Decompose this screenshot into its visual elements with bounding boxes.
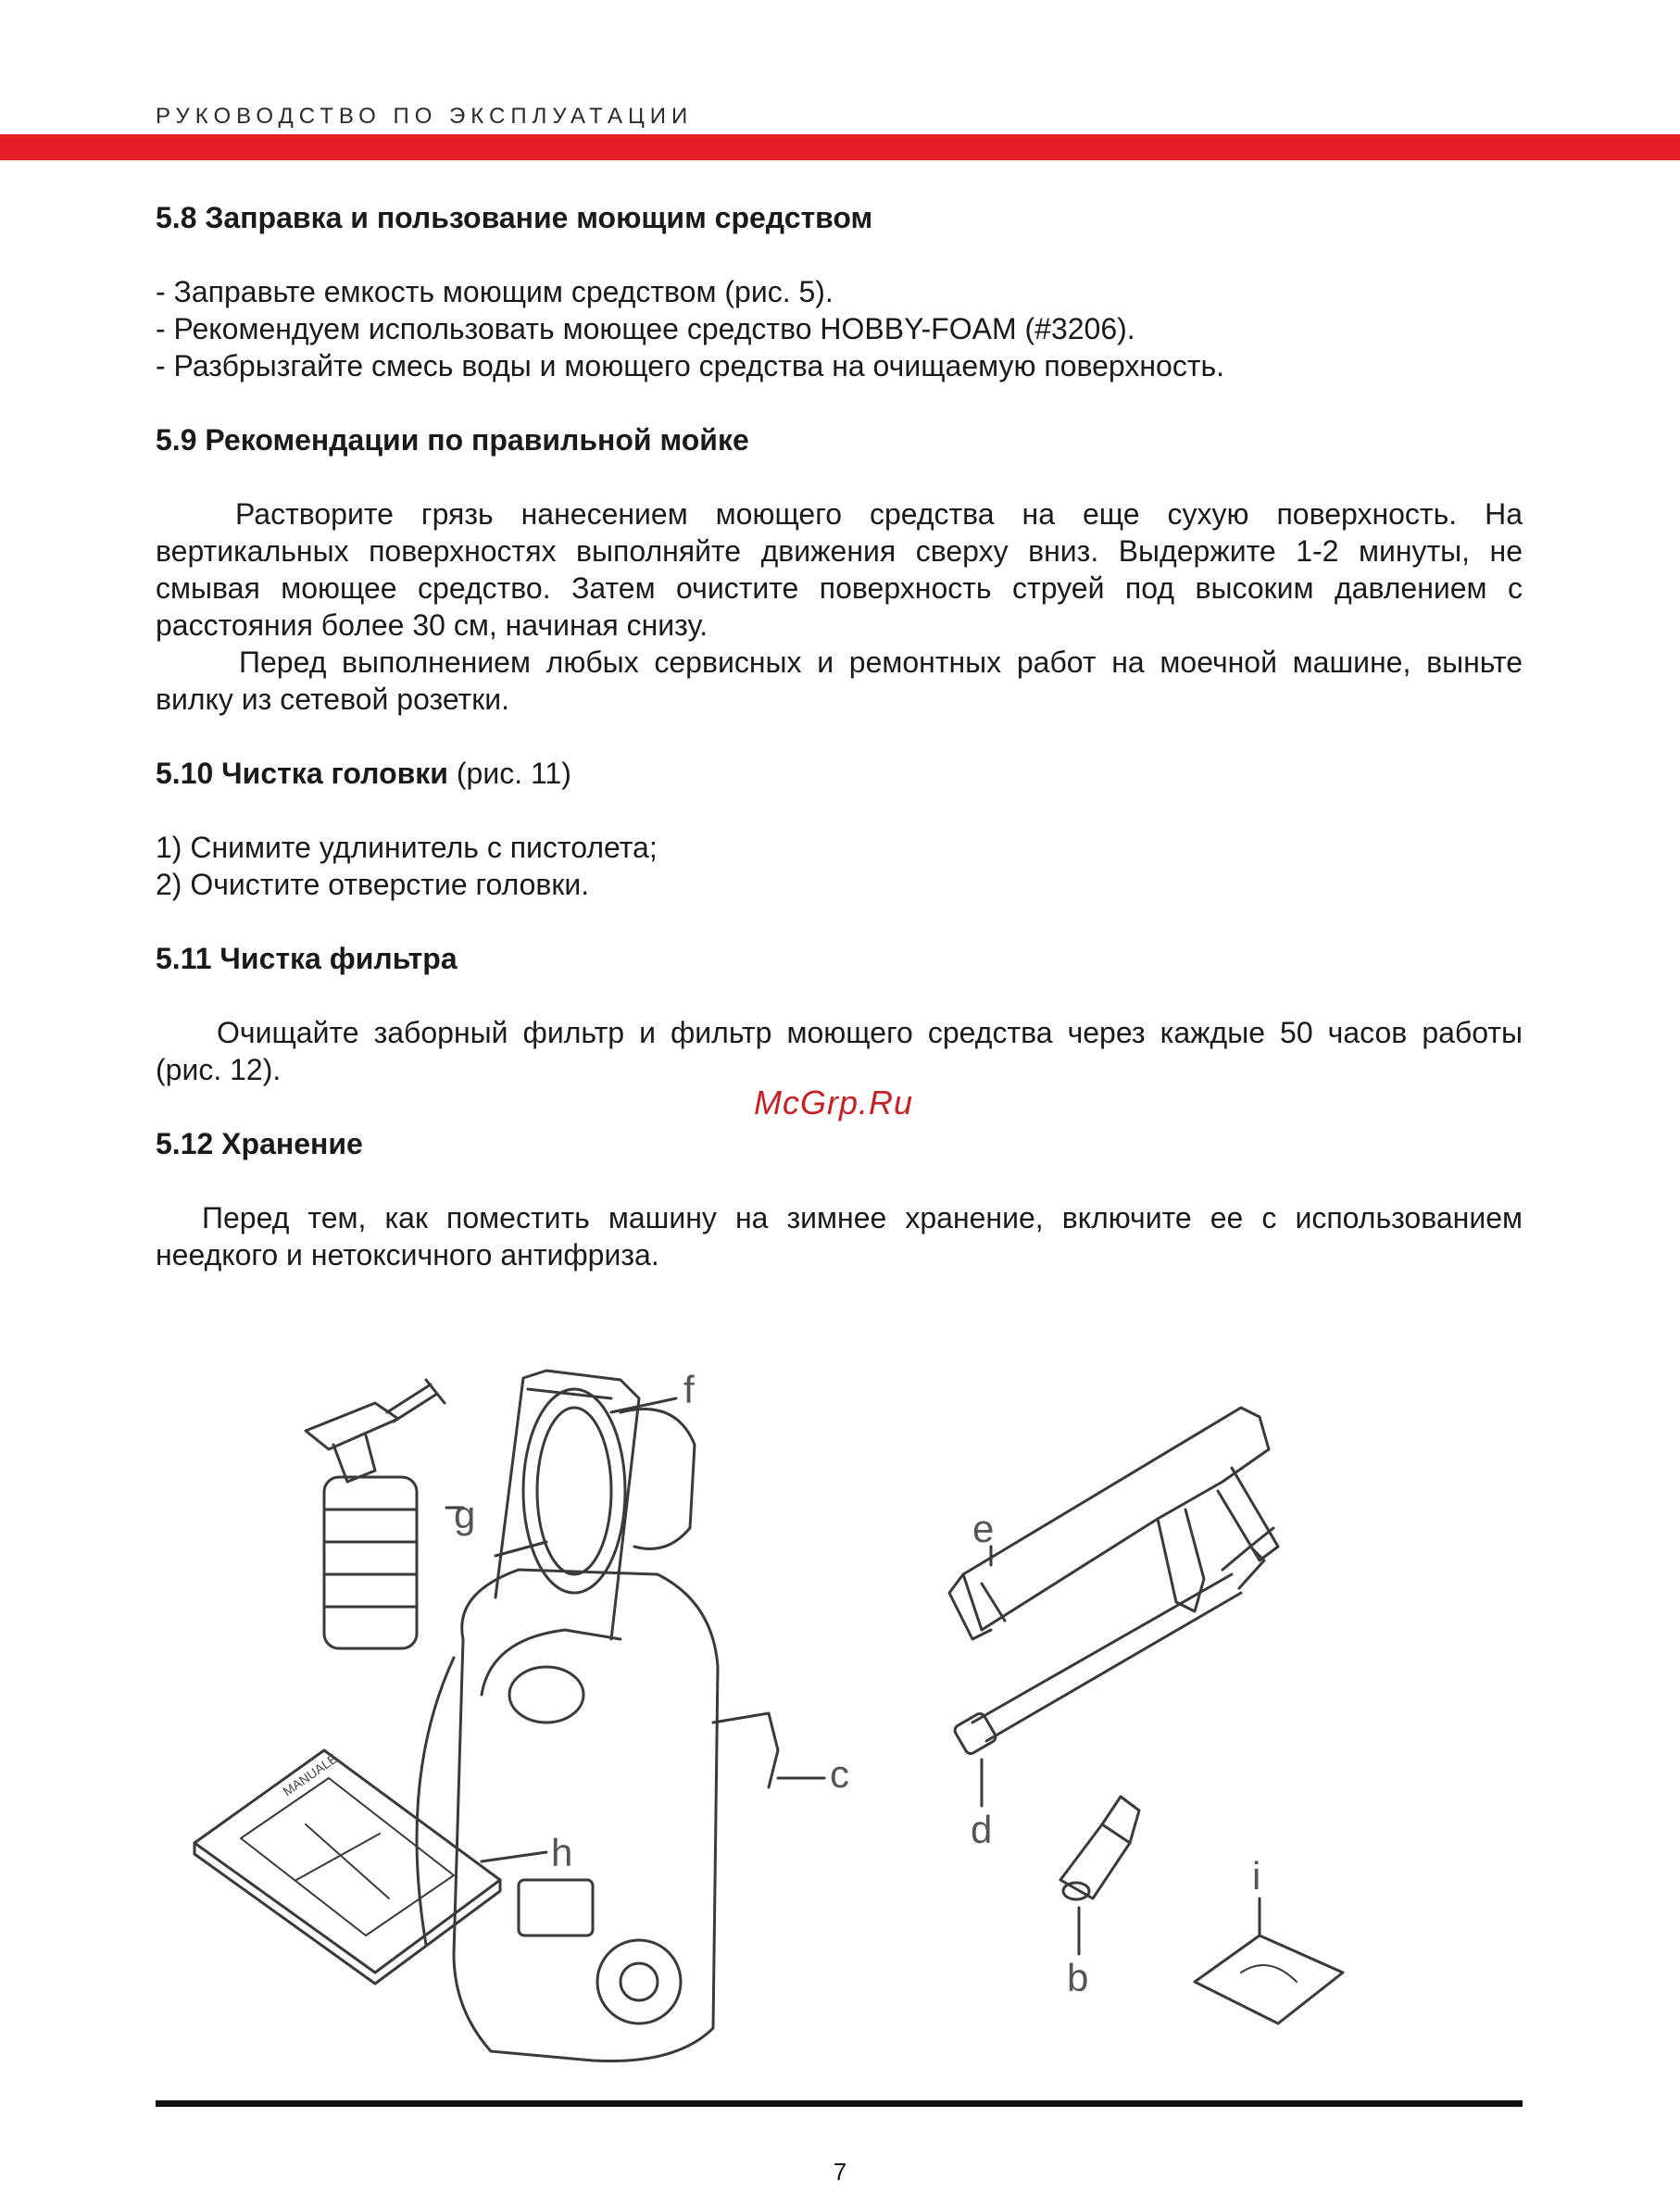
section-5-9-title: 5.9 Рекомендации по правильной мойке: [156, 423, 749, 457]
pressure-washer-drawing: [417, 1371, 778, 2061]
equipment-figure: [176, 1361, 1510, 2065]
section-5-11-title: 5.11 Чистка фильтра: [156, 942, 458, 975]
header-accent-bar: [0, 134, 1680, 160]
foam-bottle-drawing: [306, 1380, 445, 1648]
section-5-12-title: 5.12 Хранение: [156, 1127, 363, 1160]
section-5-9-paragraph-2: Перед выполнением любых сервисных и ремонтных работ на моечной машине, выньте вилку из сетевой розетки.: [156, 645, 1523, 716]
parts-bag-drawing: [1195, 1936, 1343, 2023]
label-f: f: [683, 1368, 695, 1411]
section-5-9-paragraph-1: Растворите грязь нанесением моющего средства на еще сухую поверхность. На вертикальных поверхностях выполняйте движения сверху вниз. Выдержите 1-2 минуты, не смывая моющее средство. Затем очистите поверхность струей под высоким давлением с расстояния более 30 см, начиная снизу.: [156, 497, 1523, 642]
spray-lance-drawing: [953, 1528, 1273, 1756]
section-5-8-line-2: - Рекомендуем использовать моющее средство HOBBY-FOAM (#3206).: [156, 312, 1135, 345]
section-5-12-paragraph: Перед тем, как поместить машину на зимнее хранение, включите ее с использованием неедкого и нетоксичного антифриза.: [156, 1201, 1523, 1272]
watermark-text: McGrp.Ru: [754, 1084, 914, 1121]
label-h: h: [551, 1831, 573, 1874]
section-5-10-title-text: 5.10 Чистка головки: [156, 757, 448, 790]
section-5-8-title: 5.8 Заправка и пользование моющим средством: [156, 201, 873, 234]
label-h-leader: [482, 1852, 546, 1861]
label-g: g: [454, 1493, 476, 1536]
footer-rule: [156, 2100, 1523, 2107]
section-5-10-line-1: 1) Снимите удлинитель с пистолета;: [156, 831, 658, 864]
spray-gun-drawing: [949, 1408, 1278, 1639]
page-number: 7: [833, 2158, 847, 2186]
label-c: c: [830, 1752, 849, 1796]
section-5-10-title: [156, 755, 1523, 792]
label-e: e: [972, 1507, 995, 1550]
nozzle-drawing: [1060, 1797, 1139, 1899]
section-5-8-line-1: - Заправьте емкость моющим средством (рис. 5).: [156, 275, 834, 308]
section-5-10-figure-ref: (рис. 11): [456, 757, 571, 790]
section-5-10-line-2: 2) Очистите отверстие головки.: [156, 868, 590, 901]
manual-cover-text: MANUALE: [280, 1750, 341, 1799]
section-5-8-line-3: - Разбрызгайте смесь воды и моющего средства на очищаемую поверхность.: [156, 349, 1225, 382]
label-i: i: [1252, 1854, 1261, 1898]
section-5-11-paragraph: Очищайте заборный фильтр и фильтр моющего средства через каждые 50 часов работы (рис. 12).: [156, 1016, 1523, 1086]
running-header: РУКОВОДСТВО ПО ЭКСПЛУАТАЦИИ: [156, 104, 694, 129]
label-b: b: [1067, 1956, 1089, 1999]
label-d: d: [971, 1808, 993, 1851]
